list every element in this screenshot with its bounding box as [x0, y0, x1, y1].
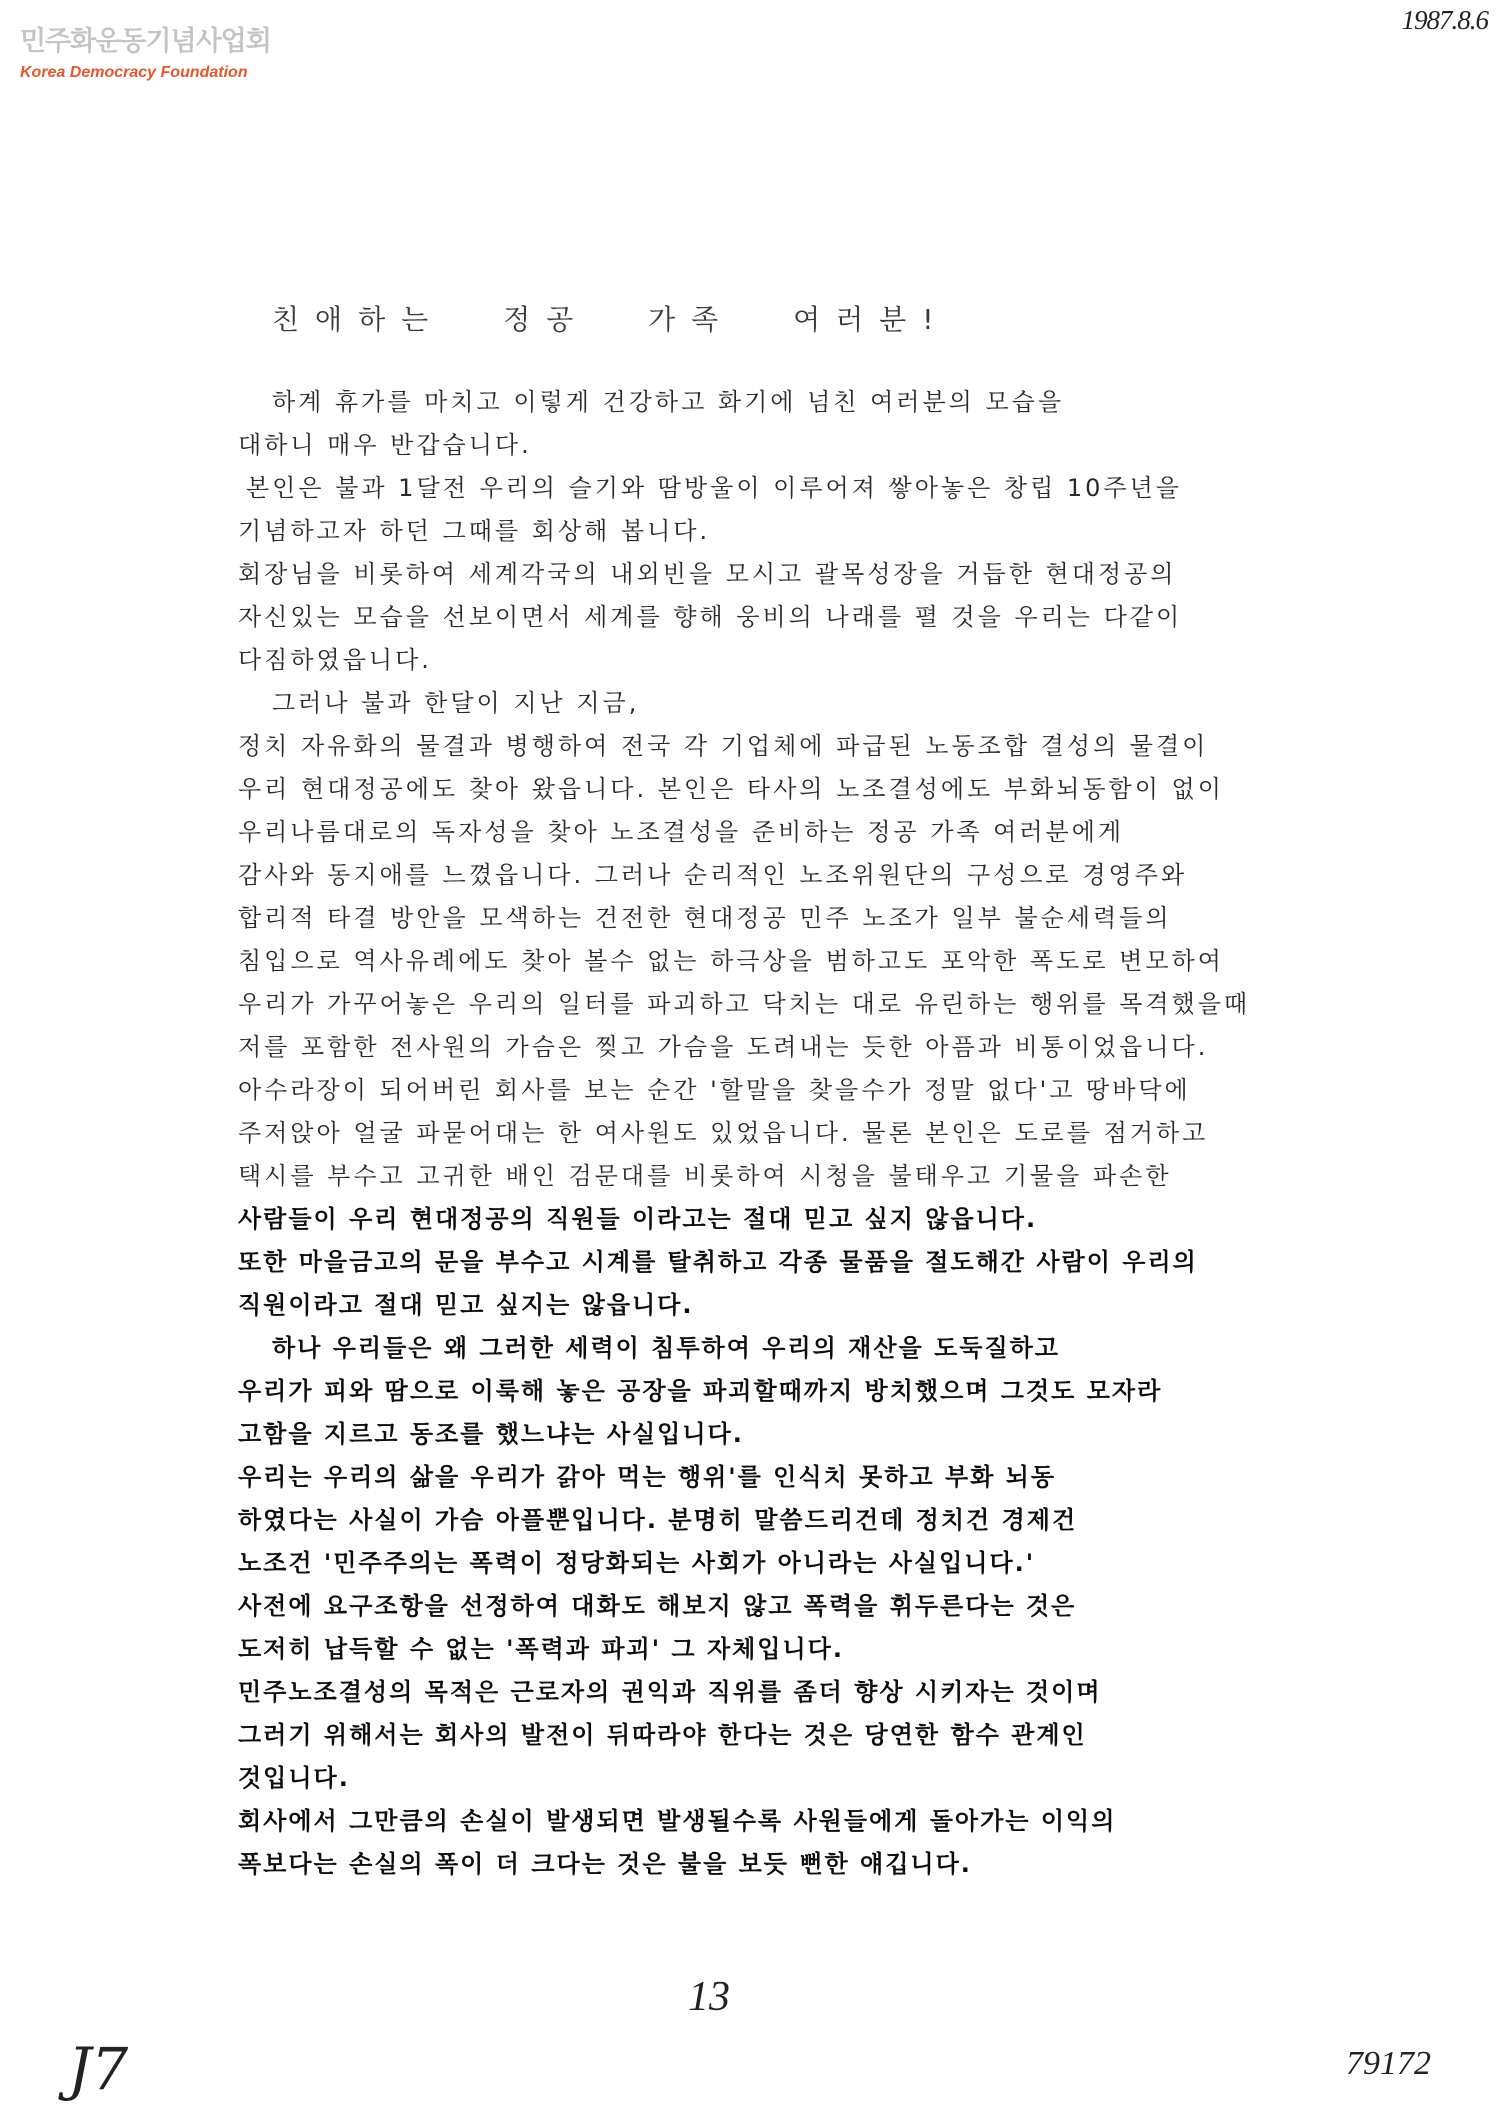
body-line: 합리적 타결 방안을 모색하는 건전한 현대정공 민주 노조가 일부 불순세력들의 — [238, 904, 1172, 932]
body-line: 저를 포함한 전사원의 가슴은 찢고 가슴을 도려내는 듯한 아픔과 비통이었읍니다. — [238, 1033, 1209, 1061]
watermark-name-english: Korea Democracy Foundation — [20, 64, 248, 81]
document-title: 친애하는 정공 가족 여러분! — [272, 303, 950, 336]
body-line: 본인은 불과 1달전 우리의 슬기와 땀방울이 이루어져 쌓아놓은 창립 10주년을 — [246, 474, 1182, 502]
body-line: 회장님을 비롯하여 세계각국의 내외빈을 모시고 괄목성장을 거듭한 현대정공의 — [238, 560, 1177, 588]
body-line: 도저히 납득할 수 없는 '폭력과 파괴' 그 자체입니다. — [238, 1635, 844, 1663]
handwritten-page-number: 13 — [688, 1974, 730, 2020]
body-line: 대하니 매우 반갑습니다. — [238, 431, 532, 459]
body-line: 감사와 동지애를 느꼈읍니다. 그러나 순리적인 노조위원단의 구성으로 경영주와 — [238, 861, 1188, 889]
body-line: 사람들이 우리 현대정공의 직원들 이라고는 절대 믿고 싶지 않읍니다. — [238, 1205, 1038, 1233]
body-line: 노조건 '민주주의는 폭력이 정당화되는 사회가 아니라는 사실입니다.' — [238, 1549, 1036, 1577]
body-line: 주저앉아 얼굴 파묻어대는 한 여사원도 있었읍니다. 물론 본인은 도로를 점거하고 — [238, 1119, 1209, 1147]
body-line: 다짐하였읍니다. — [238, 646, 432, 674]
body-line: 기념하고자 하던 그때를 회상해 봅니다. — [238, 517, 711, 545]
body-line: 고함을 지르고 동조를 했느냐는 사실입니다. — [238, 1420, 744, 1448]
body-line: 우리가 가꾸어놓은 우리의 일터를 파괴하고 닥치는 대로 유린하는 행위를 목격했을때 — [238, 990, 1251, 1018]
body-line: 택시를 부수고 고귀한 배인 검문대를 비롯하여 시청을 불태우고 기물을 파손한 — [238, 1162, 1172, 1190]
handwritten-left-mark: J7 — [68, 2035, 129, 2103]
body-line: 폭보다는 손실의 폭이 더 크다는 것은 불을 보듯 뻔한 얘깁니다. — [238, 1850, 972, 1878]
body-line: 정치 자유화의 물결과 병행하여 전국 각 기업체에 파급된 노동조합 결성의 물결이 — [238, 732, 1209, 760]
watermark-logo — [20, 22, 310, 84]
body-line: 것입니다. — [238, 1764, 350, 1792]
watermark-name-korean: 민주화운동기념사업회 — [20, 26, 271, 57]
body-line: 또한 마을금고의 문을 부수고 시계를 탈취하고 각종 물품을 절도해간 사람이 우리의 — [238, 1248, 1198, 1276]
body-line: 그러기 위해서는 회사의 발전이 뒤따라야 한다는 것은 당연한 함수 관계인 — [238, 1721, 1087, 1749]
body-line: 사전에 요구조항을 선정하여 대화도 해보지 않고 폭력을 휘두른다는 것은 — [238, 1592, 1077, 1620]
body-line: 하계 휴가를 마치고 이렇게 건강하고 화기에 넘친 여러분의 모습을 — [272, 388, 1064, 416]
body-line: 그러나 불과 한달이 지난 지금, — [272, 689, 640, 717]
document-body — [238, 381, 1438, 1886]
handwritten-archive-number: 79172 — [1346, 2045, 1431, 2082]
body-line: 우리가 피와 땀으로 이룩해 놓은 공장을 파괴할때까지 방치했으며 그것도 모자라 — [238, 1377, 1163, 1405]
body-line: 회사에서 그만큼의 손실이 발생되면 발생될수록 사원들에게 돌아가는 이익의 — [238, 1807, 1117, 1835]
body-line: 우리나름대로의 독자성을 찾아 노조결성을 준비하는 정공 가족 여러분에게 — [238, 818, 1125, 846]
body-line: 자신있는 모습을 선보이면서 세계를 향해 웅비의 나래를 펼 것을 우리는 다같이 — [238, 603, 1183, 631]
body-line: 직원이라고 절대 믿고 싶지는 않읍니다. — [238, 1291, 694, 1319]
body-line: 침입으로 역사유례에도 찾아 볼수 없는 하극상을 범하고도 포악한 폭도로 변모하여 — [238, 947, 1224, 975]
body-line: 우리는 우리의 삶을 우리가 갉아 먹는 행위'를 인식치 못하고 부화 뇌동 — [238, 1463, 1057, 1491]
body-line: 아수라장이 되어버린 회사를 보는 순간 '할말을 찾을수가 정말 없다'고 땅바닥에 — [238, 1076, 1191, 1104]
body-line: 하나 우리들은 왜 그러한 세력이 침투하여 우리의 재산을 도둑질하고 — [272, 1334, 1060, 1362]
body-line: 민주노조결성의 목적은 근로자의 권익과 직위를 좀더 향상 시키자는 것이며 — [238, 1678, 1102, 1706]
body-line: 우리 현대정공에도 찾아 왔읍니다. 본인은 타사의 노조결성에도 부화뇌동함이 없이 — [238, 775, 1224, 803]
body-line: 하였다는 사실이 가슴 아플뿐입니다. 분명히 말씀드리건데 정치건 경제건 — [238, 1506, 1078, 1534]
handwritten-date: 1987.8.6 — [1401, 5, 1488, 35]
